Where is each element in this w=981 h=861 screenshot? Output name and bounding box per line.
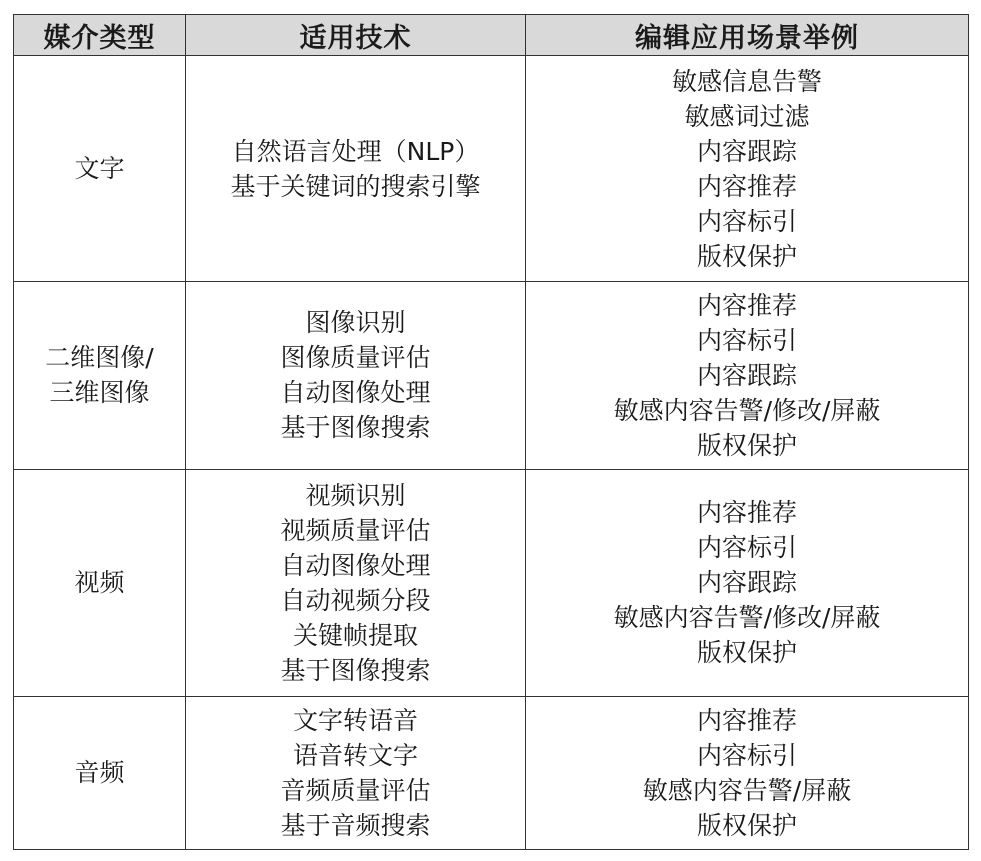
technology-cell [186,469,526,696]
media-type-cell [14,56,186,282]
cell-line: 版权保护 [696,241,797,271]
cell-line: 自动图像处理 [280,550,431,580]
table-row [14,696,969,849]
cell-line: 图像质量评估 [280,343,431,373]
cell-line: 内容跟踪 [696,136,797,166]
cell-line: 内容标引 [696,206,797,236]
cell-line: 内容标引 [696,533,797,563]
cell-line: 版权保护 [696,810,797,840]
cell-line: 音频 [74,758,125,788]
cell-line: 敏感内容告警/修改/屏蔽 [613,603,881,633]
cell-line: 敏感词过滤 [684,101,810,131]
cell-line: 视频 [74,568,125,598]
cell-line: 内容推荐 [696,290,797,320]
technology-cell [186,696,526,849]
cell-line: 关键帧提取 [292,620,418,650]
cell-line: 自然语言处理（NLP） [231,136,480,166]
cell-line: 基于图像搜索 [280,413,431,443]
technology-cell [186,282,526,469]
cell-line: 内容跟踪 [696,360,797,390]
cell-line: 内容标引 [696,740,797,770]
cell-line: 三维图像 [49,378,150,408]
cell-line: 基于图像搜索 [280,655,431,685]
cell-line: 敏感信息告警 [671,66,822,96]
media-technology-table [13,14,969,850]
cell-line: 版权保护 [696,430,797,460]
header-row [14,15,969,56]
scenario-cell [526,469,969,696]
cell-line: 版权保护 [696,638,797,668]
scenario-cell [526,56,969,282]
cell-line: 音频质量评估 [280,775,431,805]
table-row [14,282,969,469]
media-type-cell [14,469,186,696]
cell-line: 视频识别 [305,480,406,510]
header-technology: 适用技术 [186,15,526,56]
cell-line: 自动图像处理 [280,378,431,408]
cell-line: 二维图像/ [45,343,154,373]
cell-line: 视频质量评估 [280,515,431,545]
cell-line: 内容推荐 [696,705,797,735]
cell-line: 敏感内容告警/屏蔽 [642,775,852,805]
cell-line: 敏感内容告警/修改/屏蔽 [613,395,881,425]
cell-line: 基于关键词的搜索引擎 [230,171,481,201]
media-type-cell [14,696,186,849]
cell-line: 文字 [74,154,125,184]
table-row [14,56,969,282]
cell-line: 内容推荐 [696,171,797,201]
cell-line: 自动视频分段 [280,585,431,615]
cell-line: 基于音频搜索 [280,810,431,840]
cell-line: 文字转语音 [292,705,418,735]
table-row [14,469,969,696]
cell-line: 内容跟踪 [696,568,797,598]
header-media-type: 媒介类型 [14,15,186,56]
scenario-cell [526,282,969,469]
scenario-cell [526,696,969,849]
media-type-cell [14,282,186,469]
cell-line: 内容标引 [696,325,797,355]
technology-cell [186,56,526,282]
cell-line: 语音转文字 [292,740,418,770]
header-scenarios: 编辑应用场景举例 [526,15,969,56]
cell-line: 图像识别 [305,308,406,338]
cell-line: 内容推荐 [696,498,797,528]
